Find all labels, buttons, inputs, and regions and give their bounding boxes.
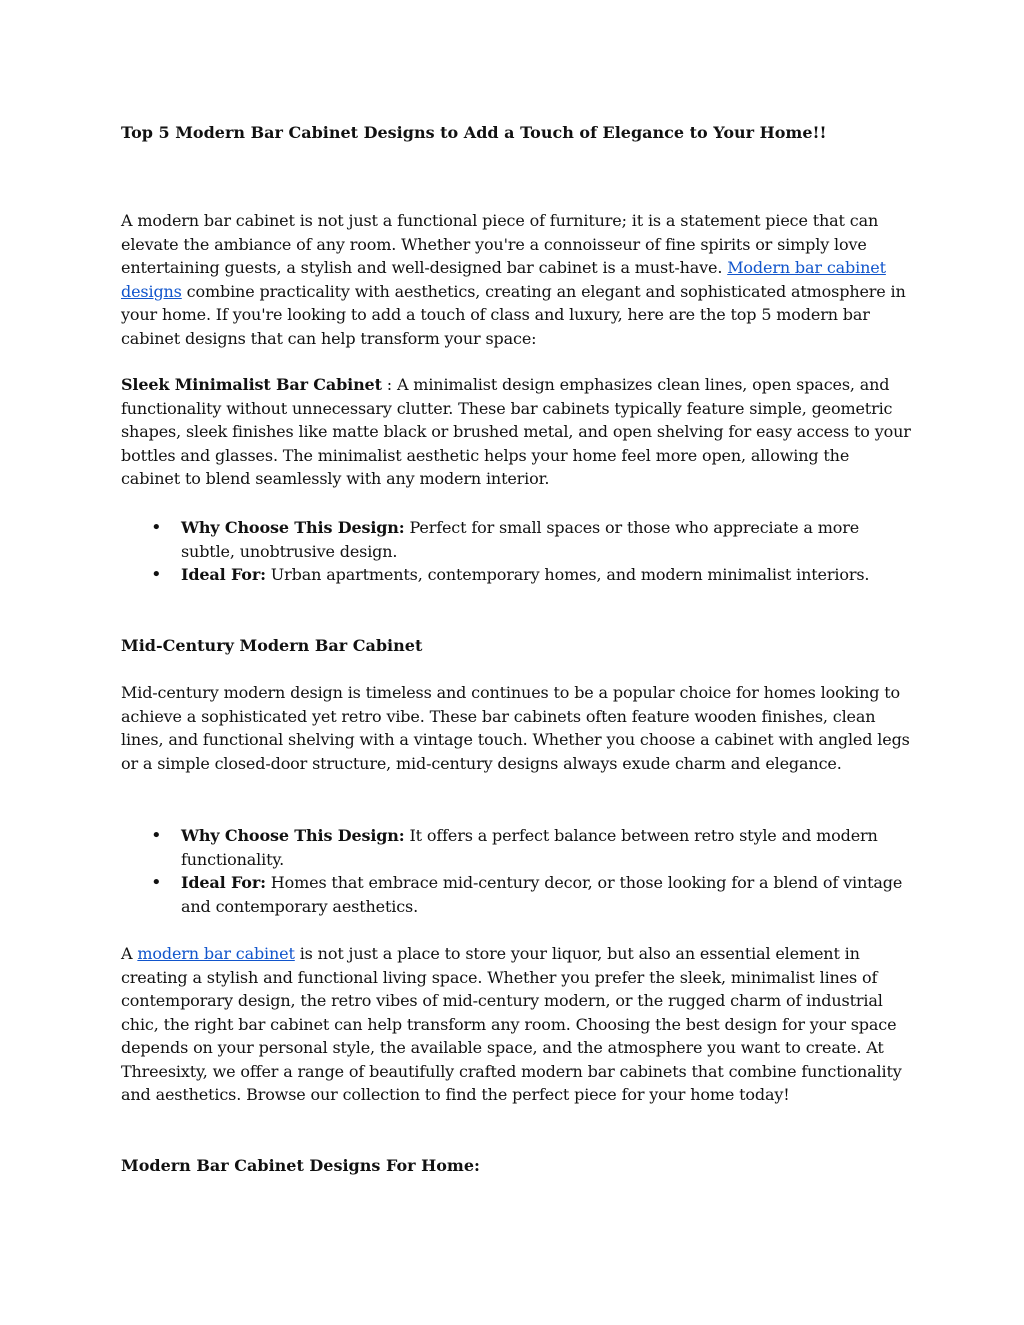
bullet-text: Perfect for small spaces or those who appreciate a more subtle, unobtrusive design. (181, 518, 860, 561)
closing-paragraph (121, 942, 911, 1107)
section2-paragraph: Mid-century modern design is timeless and continues to be a popular choice for homes looking to achieve a sophisticated yet retro vibe. These bar cabinets often feature wooden finishes, clean lines, and functional shelving with a vintage touch. Whether you choose a cabinet with angled legs or a simple closed-door structure, mid-century designs always exude charm and elegance. (121, 683, 910, 773)
document-title: Top 5 Modern Bar Cabinet Designs to Add a Touch of Elegance to Your Home!! (121, 123, 827, 142)
bullet-label: Why Choose This Design: (181, 518, 405, 537)
footer-heading: Modern Bar Cabinet Designs For Home: (121, 1156, 480, 1175)
modern-bar-cabinet-designs-link[interactable]: Modern bar cabinet designs (121, 258, 886, 301)
section2-bullet-list (121, 824, 911, 918)
bullet-text: Homes that embrace mid-century decor, or those looking for a blend of vintage and contemporary aesthetics. (181, 873, 903, 916)
section2-heading: Mid-Century Modern Bar Cabinet (121, 636, 423, 655)
section1-body: : A minimalist design emphasizes clean lines, open spaces, and functionality without unnecessary clutter. These bar cabinets typically feature simple, geometric shapes, sleek finishes like matte black or brushed metal, and open shelving for easy access to your bottles and glasses. The minimalist aesthetic helps your home feel more open, allowing the cabinet to blend seamlessly with any modern interior. (121, 375, 911, 488)
intro-paragraph (121, 209, 911, 350)
closing-text-after-link: is not just a place to store your liquor, but also an essential element in creating a stylish and functional living space. Whether you prefer the sleek, minimalist lines of contemporary design, the retro vibes of mid-century modern, or the rugged charm of industrial chic, the right bar cabinet can help transform any room. Choosing the best design for your space depends on your personal style, the available space, and the atmosphere you want to create. At Threesixty, we offer a range of beautifully crafted modern bar cabinets that combine functionality and aesthetics. Browse our collection to find the perfect piece for your home today! (121, 944, 902, 1104)
list-item (121, 516, 911, 563)
section1-bullet-list (121, 516, 911, 587)
section1-heading: Sleek Minimalist Bar Cabinet (121, 375, 382, 394)
closing-text-before-link: A (121, 944, 138, 963)
section1-paragraph (121, 373, 911, 491)
intro-text-before-link: A modern bar cabinet is not just a functional piece of furniture; it is a statement piece that can elevate the ambiance of any room. Whether you're a connoisseur of fine spirits or simply love entertaining guests, a stylish and well-designed bar cabinet is a must-have. (121, 211, 879, 277)
bullet-label: Ideal For: (181, 565, 266, 584)
list-item (121, 824, 911, 871)
bullet-text: Urban apartments, contemporary homes, and modern minimalist interiors. (265, 565, 870, 584)
list-item (121, 871, 911, 918)
bullet-text: It offers a perfect balance between retro style and modern functionality. (181, 826, 878, 869)
bullet-label: Ideal For: (181, 873, 266, 892)
bullet-label: Why Choose This Design: (181, 826, 405, 845)
modern-bar-cabinet-link[interactable]: modern bar cabinet (137, 944, 295, 963)
intro-text-after-link: combine practicality with aesthetics, creating an elegant and sophisticated atmosphere in your home. If you're looking to add a touch of class and luxury, here are the top 5 modern bar cabinet designs that can help transform your space: (121, 281, 906, 348)
list-item (121, 563, 911, 587)
